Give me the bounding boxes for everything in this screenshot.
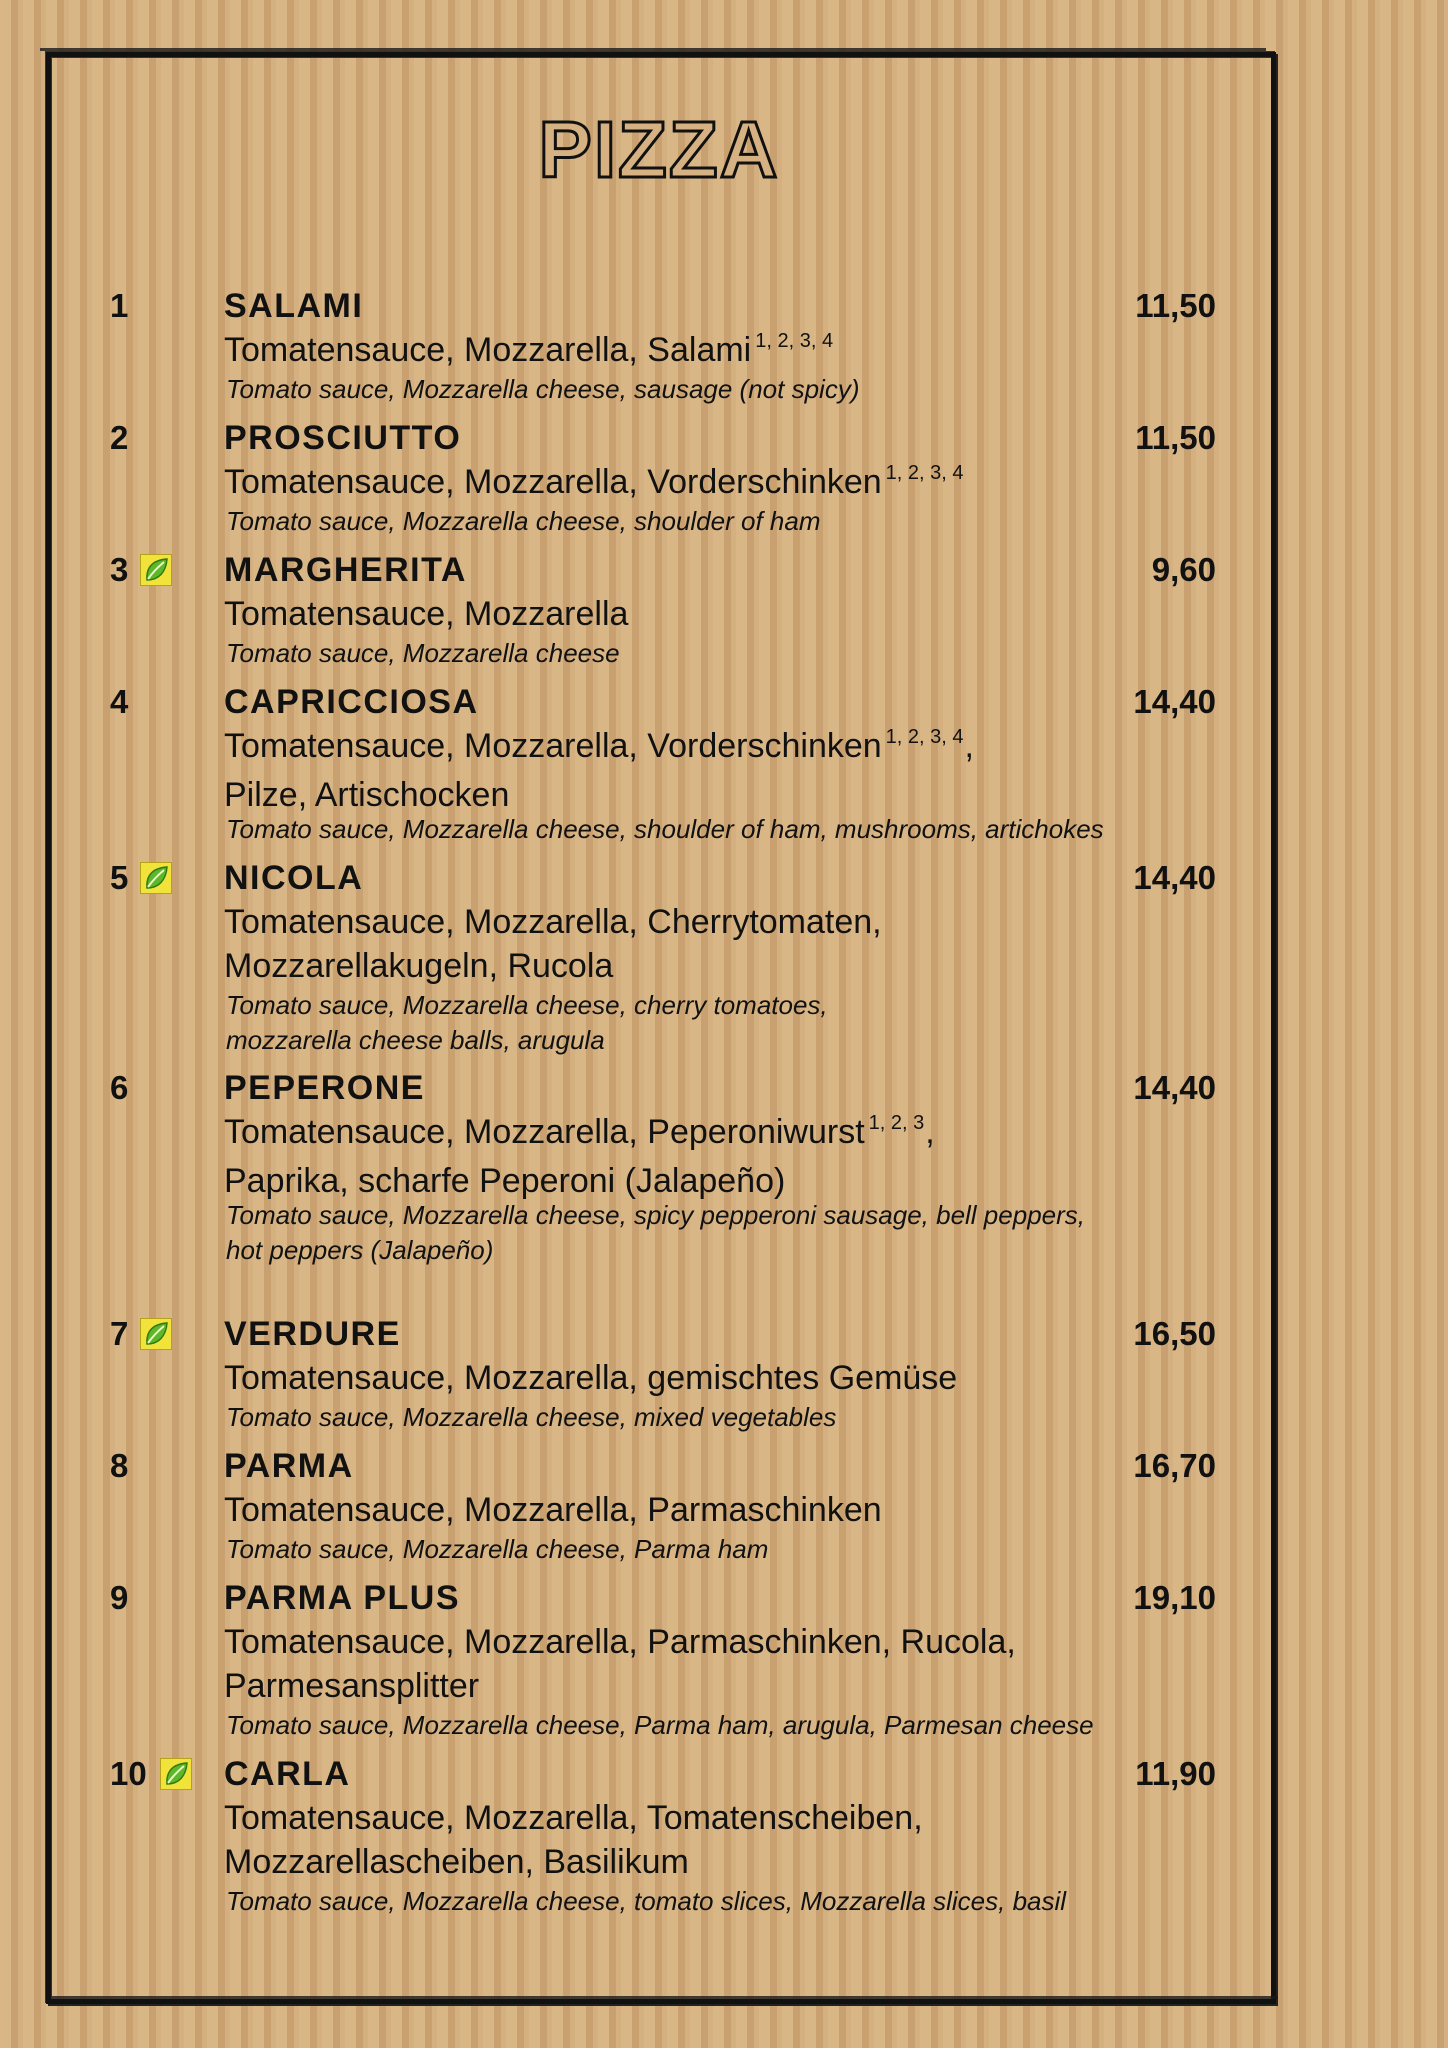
item-description-de	[224, 328, 1224, 377]
item-number: 5	[110, 859, 129, 896]
description-de-line-1: Tomatensauce, Mozzarella, Tomatenscheiben,	[224, 1799, 923, 1837]
item-description-de	[224, 1356, 1224, 1400]
allergen-codes: 1, 2, 3, 4	[885, 462, 964, 484]
description-en-line-1: Tomato sauce, Mozzarella cheese, cherry tomatoes,	[226, 990, 828, 1020]
item-description-de	[224, 1488, 1224, 1532]
description-en-line-2: hot peppers (Jalapeño)	[226, 1235, 494, 1265]
item-number: 6	[110, 1069, 129, 1106]
description-de-line-2: Paprika, scharfe Peperoni (Jalapeño)	[224, 1162, 786, 1200]
item-name: NICOLA	[224, 859, 364, 897]
description-de-line-1: Tomatensauce, Mozzarella, Salami	[224, 331, 752, 369]
item-description-en	[226, 1884, 1226, 1919]
item-price: 11,50	[1135, 287, 1216, 324]
page-title: PIZZA	[538, 105, 780, 194]
item-number: 2	[110, 419, 129, 456]
item-description-de	[224, 460, 1224, 509]
description-de-tail: ,	[925, 1113, 935, 1151]
description-de-line-1: Tomatensauce, Mozzarella, Parmaschinken, Rucola,	[224, 1623, 1016, 1661]
item-number: 3	[110, 551, 129, 588]
description-en-line-1: Tomato sauce, Mozzarella cheese, shoulder of ham, mushrooms, artichokes	[226, 814, 1104, 844]
description-en-line-1: Tomato sauce, Mozzarella cheese, tomato slices, Mozzarella slices, basil	[226, 1886, 1067, 1916]
description-en-line-2: mozzarella cheese balls, arugula	[226, 1025, 605, 1055]
allergen-codes: 1, 2, 3	[868, 1112, 925, 1134]
item-name: PARMA	[224, 1447, 354, 1485]
item-number: 10	[110, 1755, 147, 1792]
description-de-line-2: Mozzarellascheiben, Basilikum	[224, 1843, 689, 1881]
leaf-icon	[140, 862, 172, 894]
item-name: PARMA PLUS	[224, 1579, 460, 1617]
item-description-de	[224, 1796, 1224, 1884]
allergen-codes: 1, 2, 3, 4	[885, 726, 964, 748]
item-description-en	[226, 372, 1226, 407]
leaf-icon	[140, 554, 172, 586]
item-description-de	[224, 1620, 1224, 1708]
item-name: PEPERONE	[224, 1069, 425, 1107]
description-en-line-1: Tomato sauce, Mozzarella cheese	[226, 638, 620, 668]
item-description-en	[226, 988, 1226, 1058]
item-description-de	[224, 592, 1224, 636]
item-description-en	[226, 636, 1226, 671]
item-price: 14,40	[1133, 1069, 1216, 1106]
item-description-en	[226, 1198, 1226, 1268]
description-de-line-1: Tomatensauce, Mozzarella, Vorderschinken	[224, 727, 882, 765]
item-price: 11,50	[1135, 419, 1216, 456]
description-en-line-1: Tomato sauce, Mozzarella cheese, sausage (not spicy)	[226, 374, 860, 404]
item-number: 7	[110, 1315, 129, 1352]
item-description-en	[226, 1400, 1226, 1435]
description-de-line-1: Tomatensauce, Mozzarella, gemischtes Gemüse	[224, 1359, 958, 1397]
description-de-line-1: Tomatensauce, Mozzarella, Parmaschinken	[224, 1491, 882, 1529]
item-name: VERDURE	[224, 1315, 401, 1353]
description-de-line-1: Tomatensauce, Mozzarella, Cherrytomaten,	[224, 903, 882, 941]
item-description-de	[224, 724, 1224, 817]
item-description-en	[226, 504, 1226, 539]
frame-edge-bottom	[52, 1996, 1278, 1999]
item-number: 9	[110, 1579, 129, 1616]
description-en-line-1: Tomato sauce, Mozzarella cheese, mixed vegetables	[226, 1402, 837, 1432]
description-de-line-2: Mozzarellakugeln, Rucola	[224, 947, 614, 985]
allergen-codes: 1, 2, 3, 4	[755, 330, 834, 352]
item-price: 14,40	[1133, 859, 1216, 896]
frame-edge-top	[40, 48, 1266, 51]
description-de-line-2: Parmesansplitter	[224, 1667, 480, 1705]
description-en-line-1: Tomato sauce, Mozzarella cheese, shoulder of ham	[226, 506, 821, 536]
item-description-en	[226, 812, 1226, 847]
item-price: 9,60	[1151, 551, 1216, 588]
item-name: CARLA	[224, 1755, 351, 1793]
item-price: 16,50	[1133, 1315, 1216, 1352]
item-name: MARGHERITA	[224, 551, 467, 589]
item-description-de	[224, 900, 1224, 988]
item-name: PROSCIUTTO	[224, 419, 462, 457]
item-price: 14,40	[1133, 683, 1216, 720]
item-description-en	[226, 1708, 1226, 1743]
leaf-icon	[160, 1758, 192, 1790]
item-description-de	[224, 1110, 1224, 1203]
description-de-line-1: Tomatensauce, Mozzarella, Peperoniwurst	[224, 1113, 865, 1151]
item-price: 16,70	[1133, 1447, 1216, 1484]
item-number: 1	[110, 287, 129, 324]
item-number: 8	[110, 1447, 129, 1484]
description-de-line-2: Pilze, Artischocken	[224, 776, 510, 814]
item-price: 19,10	[1133, 1579, 1216, 1616]
description-en-line-1: Tomato sauce, Mozzarella cheese, spicy pepperoni sausage, bell peppers,	[226, 1200, 1085, 1230]
item-name: CAPRICCIOSA	[224, 683, 479, 721]
leaf-icon	[140, 1318, 172, 1350]
item-price: 11,90	[1135, 1755, 1216, 1792]
description-de-line-1: Tomatensauce, Mozzarella, Vorderschinken	[224, 463, 882, 501]
description-de-line-1: Tomatensauce, Mozzarella	[224, 595, 629, 633]
description-en-line-1: Tomato sauce, Mozzarella cheese, Parma ham	[226, 1534, 769, 1564]
item-number: 4	[110, 683, 129, 720]
item-name: SALAMI	[224, 287, 364, 325]
description-en-line-1: Tomato sauce, Mozzarella cheese, Parma ham, arugula, Parmesan cheese	[226, 1710, 1094, 1740]
description-de-tail: ,	[964, 727, 974, 765]
item-description-en	[226, 1532, 1226, 1567]
